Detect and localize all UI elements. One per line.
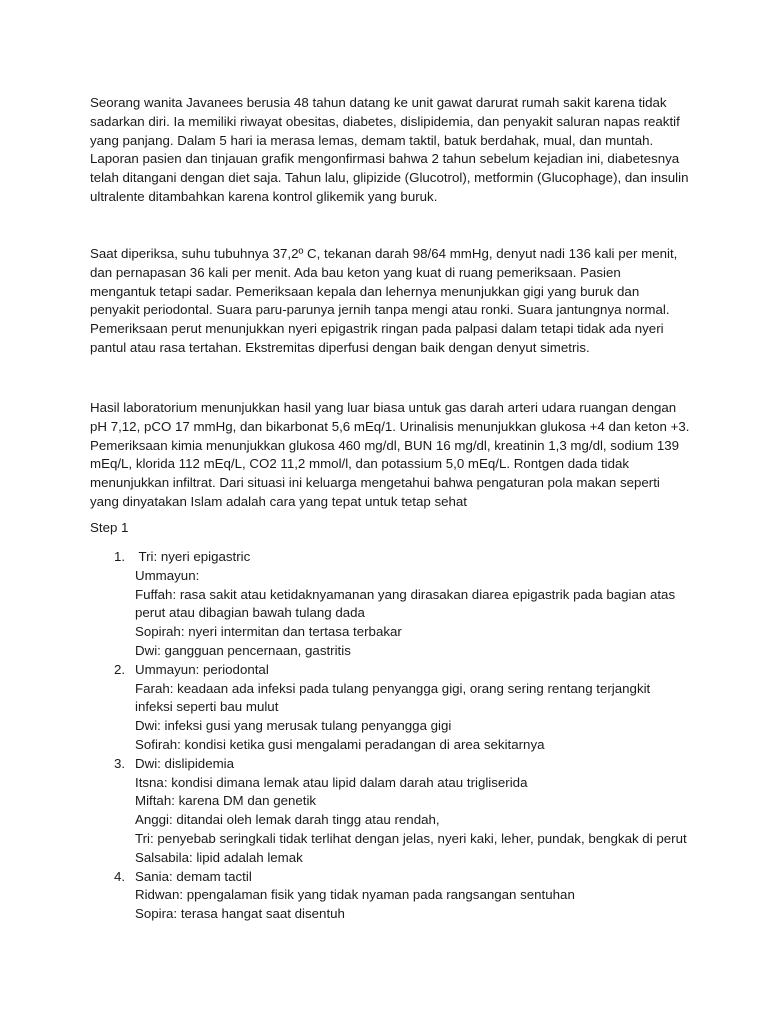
list-line: Miftah: karena DM dan genetik [135, 793, 317, 809]
list-item-number: 3. [114, 755, 126, 771]
list-line: Sopirah: nyeri intermitan dan tertasa terbakar [135, 624, 402, 640]
list-line: Tri: nyeri epigastric [135, 549, 251, 564]
list-item [90, 868, 690, 924]
list-line: Ridwan: ppengalaman fisik yang tidak nyaman pada rangsangan sentuhan [135, 887, 575, 903]
list-line: Salsabila: lipid adalah lemak [135, 849, 303, 865]
list-item-number: 4. [114, 868, 126, 884]
list-line: Farah: keadaan ada infeksi pada tulang penyangga gigi, orang sering rentang terjangkit infeksi seperti bau mulut [135, 680, 651, 715]
list-line: Sofirah: kondisi ketika gusi mengalami peradangan di area sekitarnya [135, 736, 545, 752]
case-paragraph-2: Saat diperiksa, suhu tubuhnya 37,2º C, tekanan darah 98/64 mmHg, denyut nadi 136 kali per menit, dan pernapasan 36 kali per menit. Ada bau keton yang kuat di ruang pemeriksaan. Pasien mengantuk tetapi sadar. Pemeriksaan kepala dan lehernya menunjukkan gigi yang buruk dan penyakit periodontal. Suara paru-parunya jernih tanpa mengi atau ronki. Suara jantungnya normal. Pemeriksaan perut menunjukkan nyeri epigastrik ringan pada palpasi dalam tetapi tidak ada nyeri pantul atau rasa tertahan. Ekstremitas diperfusi dengan baik dengan denyut simetris. [90, 246, 678, 355]
list-item-number: 1. [114, 549, 126, 564]
list-line: Dwi: infeksi gusi yang merusak tulang penyangga gigi [135, 718, 452, 734]
list-item [90, 661, 690, 755]
list-line: Itsna: kondisi dimana lemak atau lipid dalam darah atau trigliserida [135, 774, 528, 790]
discussion-list [90, 548, 690, 924]
list-line: Tri: penyebab seringkali tidak terlihat dengan jelas, nyeri kaki, leher, pundak, bengkak di perut [135, 830, 687, 846]
step-heading: Step 1 [90, 520, 129, 535]
list-item-number: 2. [114, 661, 126, 677]
case-paragraph-1: Seorang wanita Javanees berusia 48 tahun datang ke unit gawat darurat rumah sakit karena tidak sadarkan diri. Ia memiliki riwayat obesitas, diabetes, dislipidemia, dan penyakit saluran napas reaktif yang panjang. Dalam 5 hari ia merasa lemas, demam taktil, batuk berdahak, mual, dan muntah. Laporan pasien dan tinjauan grafik mengonfirmasi bahwa 2 tahun sebelum kejadian ini, diabetesnya telah ditangani dengan diet saja. Tahun lalu, glipizide (Glucotrol), metformin (Glucophage), dan insulin ultralente ditambahkan karena kontrol glikemik yang buruk. [90, 95, 689, 204]
list-line: Dwi: dislipidemia [135, 755, 235, 771]
list-line: Sania: demam tactil [135, 868, 252, 884]
list-item [90, 548, 690, 661]
case-paragraph-3: Hasil laboratorium menunjukkan hasil yang luar biasa untuk gas darah arteri udara ruangan dengan pH 7,12, pCO 17 mmHg, dan bikarbonat 5,6 mEq/1. Urinalisis menunjukkan glukosa +4 dan keton +3. Pemeriksaan kimia menunjukkan glukosa 460 mg/dl, BUN 16 mg/dl, kreatinin 1,3 mg/dl, sodium 139 mEq/L, klorida 112 mEq/L, CO2 11,2 mmol/l, dan potassium 5,0 mEq/L. Rontgen dada tidak menunjukkan infiltrat. Dari situasi ini keluarga mengetahui bahwa pengaturan pola makan seperti yang dinyatakan Islam adalah cara yang tepat untuk tetap sehat [90, 400, 690, 509]
list-line: Sopira: terasa hangat saat disentuh [135, 906, 345, 922]
list-line: Ummayun: [135, 567, 200, 583]
list-item [90, 755, 690, 868]
list-line: Dwi: gangguan pencernaan, gastritis [135, 642, 351, 658]
list-line: Ummayun: periodontal [135, 661, 269, 677]
list-line: Fuffah: rasa sakit atau ketidaknyamanan yang dirasakan diarea epigastrik pada bagian atas perut atau dibagian bawah tulang dada [135, 586, 676, 621]
list-line: Anggi: ditandai oleh lemak darah tingg atau rendah, [135, 812, 440, 828]
